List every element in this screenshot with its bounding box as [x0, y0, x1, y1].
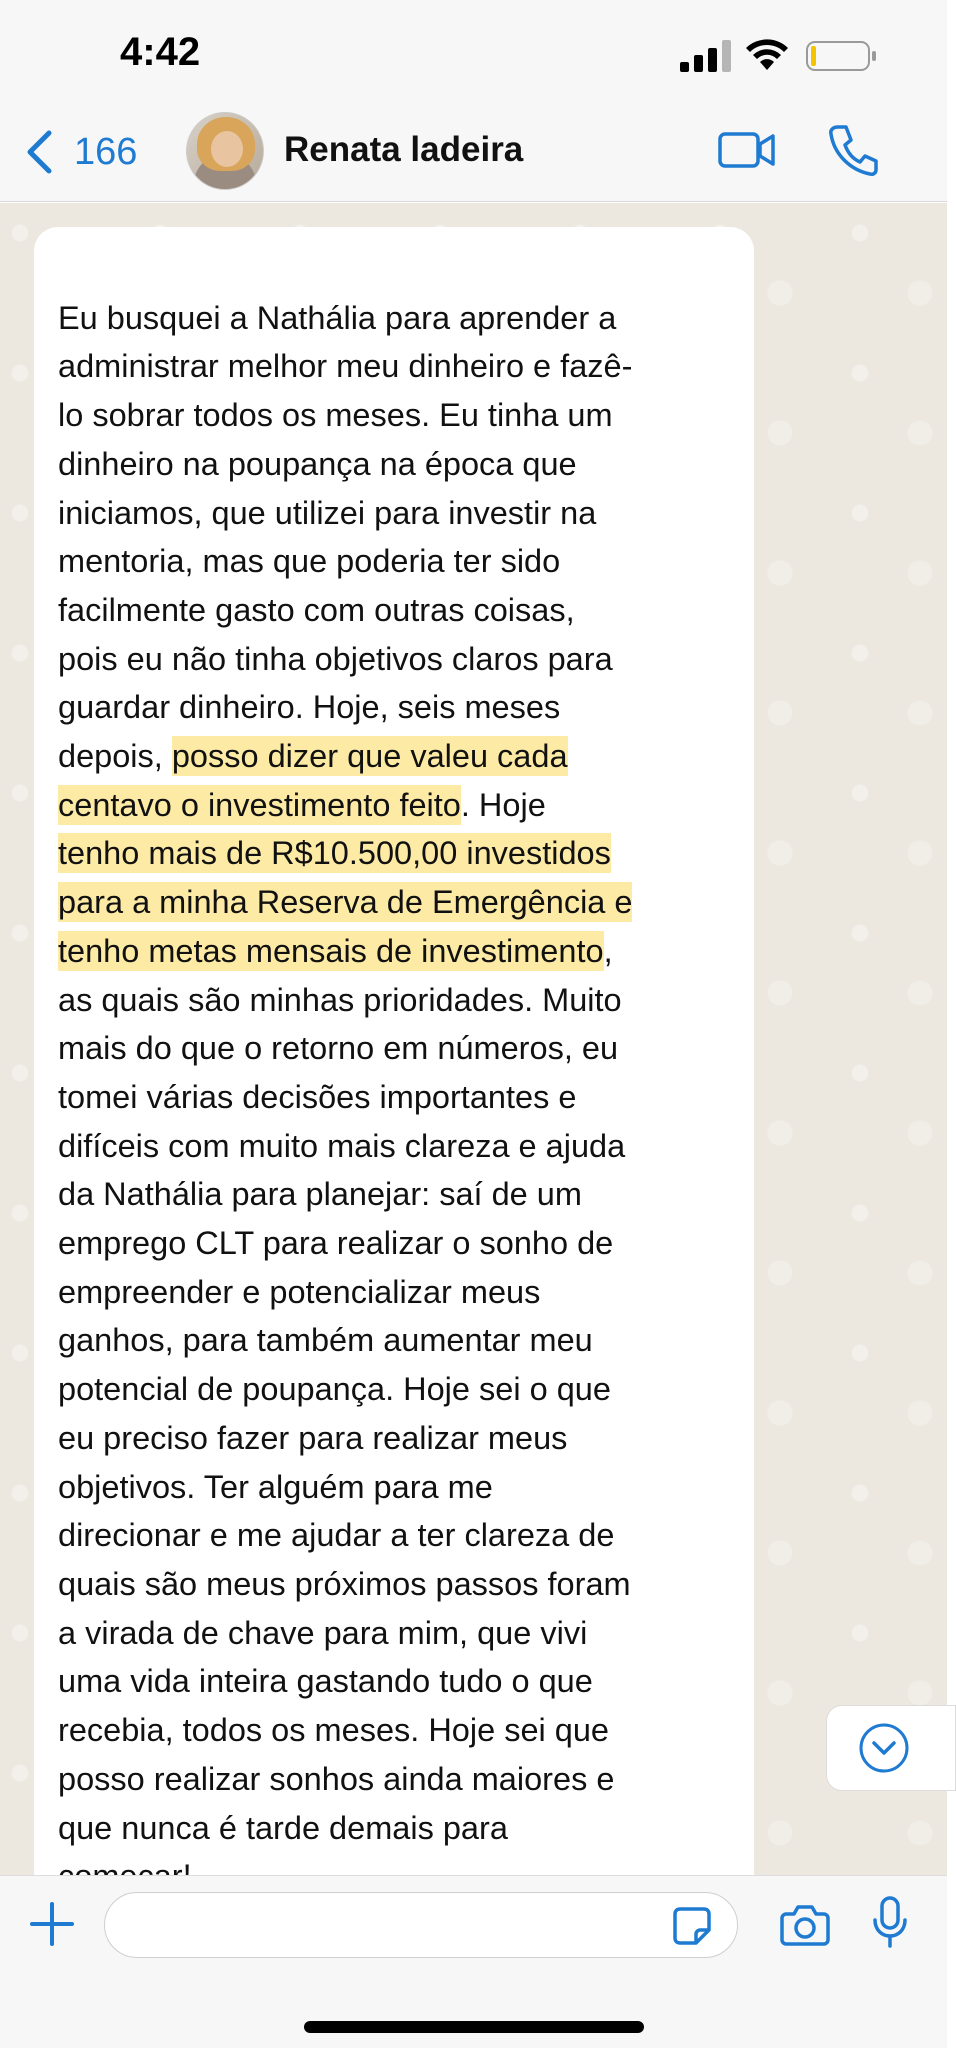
message-bubble[interactable]: [34, 227, 754, 1923]
message-segment-highlighted: tenho mais de R$10.500,00 investidos para a minha Reserva de Emergência e tenho metas mensais de investimento: [58, 835, 633, 969]
input-bar: [0, 1875, 947, 2048]
message-segment: Eu busquei a Nathália para aprender a administrar melhor meu dinheiro e fazê- lo sobrar todos os meses. Eu tinha um dinheiro na poupança na época que iniciamos, que utilizei para investir na mentoria, mas que poderia ter sido facilmente gasto com outras coisas, pois eu não tinha objetivos claros para guardar dinheiro. Hoje, seis meses depois,: [58, 299, 633, 775]
scroll-down-button[interactable]: [826, 1705, 956, 1791]
back-button[interactable]: [24, 124, 137, 180]
chat-area[interactable]: [0, 203, 947, 1875]
message-text: [58, 245, 730, 1901]
avatar[interactable]: [186, 112, 264, 190]
avatar-face: [211, 131, 243, 167]
microphone-icon[interactable]: [872, 1896, 908, 1950]
chat-header: [0, 100, 947, 202]
unread-count: 166: [74, 130, 138, 173]
status-bar: [0, 0, 947, 100]
message-segment: . Hoje: [460, 786, 546, 823]
message-segment: , as quais são minhas prioridades. Muito mais do que o retorno em números, eu tomei várias decisões importantes e difíceis com muito mais clareza e ajuda da Nathália para planejar: saí de um emprego CLT para realizar o sonho de empreender e potencializar meus ganhos, para também aumentar meu potencial de poupança. Hoje sei o que eu preciso fazer para realizar meus objetivos. Ter alguém para me direcionar e me ajudar a ter clareza de quais são meus próximos passos foram a virada de chave para mim, que vivi uma vida inteira gastando tudo o que recebia, todos os meses. Hoje sei que posso realizar sonhos ainda maiores e que nunca é tarde demais para: [58, 932, 631, 1846]
camera-icon[interactable]: [780, 1902, 830, 1948]
back-chevron-icon: [24, 129, 54, 175]
cellular-signal-icon: [680, 40, 732, 72]
video-call-icon[interactable]: [718, 130, 776, 170]
sticker-icon[interactable]: [672, 1906, 712, 1946]
battery-icon: [806, 40, 878, 72]
phone-call-icon[interactable]: [828, 124, 878, 176]
chevron-down-circle-icon: [858, 1722, 910, 1774]
message-segment-highlighted: posso dizer que valeu cada centavo o investimento feito: [58, 738, 568, 823]
home-indicator: [304, 2021, 644, 2033]
plus-icon[interactable]: [28, 1900, 76, 1948]
contact-name[interactable]: Renata ladeira: [284, 130, 524, 169]
message-input[interactable]: [104, 1892, 738, 1958]
wifi-icon: [744, 38, 790, 72]
status-time: 4:42: [120, 30, 201, 74]
